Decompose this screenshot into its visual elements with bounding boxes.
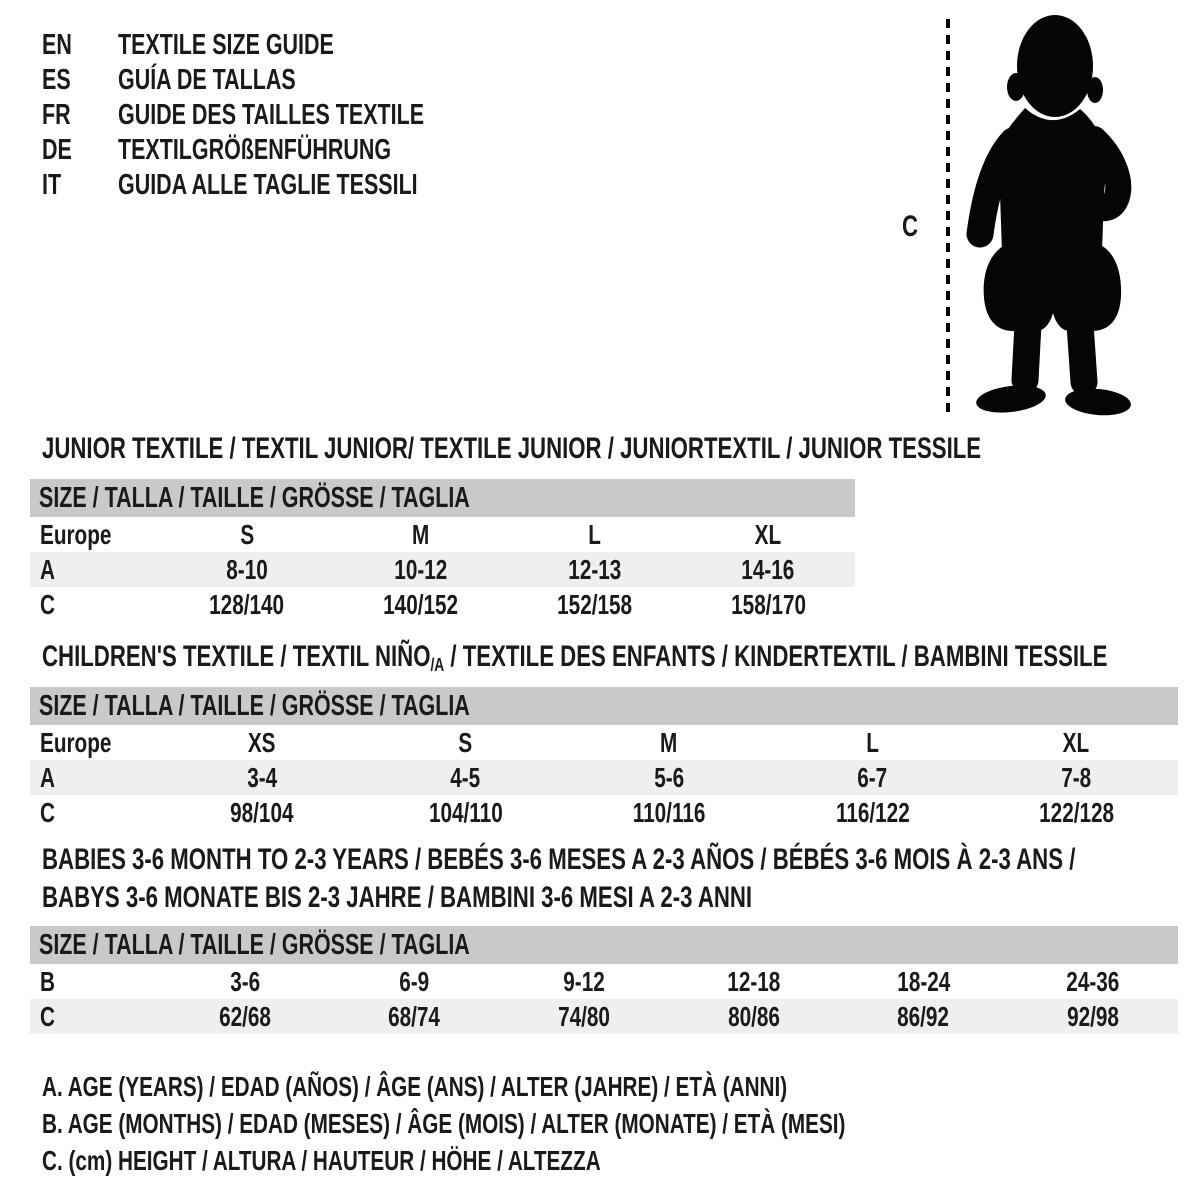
language-row (42, 98, 532, 133)
height-dashed-line (946, 19, 950, 417)
size-value: L (866, 726, 879, 758)
age-value: 10-12 (394, 553, 448, 585)
row-label: C (40, 1000, 55, 1032)
age-value: 8-10 (226, 553, 268, 585)
language-title-list (42, 28, 532, 203)
size-value: L (588, 518, 601, 550)
height-value: 116/122 (835, 796, 910, 828)
guide-title: GUIDA ALLE TAGLIE TESSILI (118, 169, 418, 201)
age-value: 12-13 (567, 553, 621, 585)
legend-line-a: A. AGE (YEARS) / EDAD (AÑOS) / ÂGE (ANS) / ALTER (JAHRE) / ETÀ (ANNI) (42, 1071, 788, 1102)
measurement-legend (42, 1068, 1128, 1179)
table-row-months (30, 964, 1178, 999)
table-row-height (30, 795, 1178, 830)
children-size-table (30, 687, 1178, 830)
language-row (42, 133, 532, 168)
age-value: 5-6 (654, 761, 684, 793)
height-value: 68/74 (388, 1000, 441, 1032)
table-row-age (30, 552, 855, 587)
guide-title: GUÍA DE TALLAS (118, 64, 296, 96)
height-value: 86/92 (897, 1000, 950, 1032)
months-value: 18-24 (896, 965, 950, 997)
age-value: 14-16 (741, 553, 795, 585)
age-value: 3-4 (246, 761, 277, 793)
age-value: 6-7 (857, 761, 888, 793)
language-code: FR (42, 99, 71, 131)
legend-line-b: B. AGE (MONTHS) / EDAD (MESES) / ÂGE (MOIS) / ALTER (MONATE) / ETÀ (MESI) (42, 1108, 846, 1139)
height-value: 128/140 (209, 588, 285, 620)
junior-section-title: JUNIOR TEXTILE / TEXTIL JUNIOR/ TEXTILE JUNIOR / JUNIORTEXTIL / JUNIOR TESSILE (42, 432, 982, 465)
row-label: Europe (40, 518, 112, 550)
table-row-europe (30, 517, 855, 552)
height-measure-label: C (902, 210, 919, 243)
size-value: XL (1062, 726, 1090, 758)
row-label: B (40, 965, 55, 997)
size-value: XS (247, 726, 276, 758)
table-row-europe (30, 725, 1178, 760)
guide-title: TEXTILE SIZE GUIDE (118, 29, 334, 61)
language-code: IT (42, 169, 62, 201)
language-row (42, 63, 532, 98)
junior-size-table (30, 479, 855, 622)
size-value: M (660, 726, 678, 758)
height-value: 122/128 (1038, 796, 1114, 828)
months-value: 9-12 (563, 965, 605, 997)
table-row-height (30, 587, 855, 622)
legend-line-c: C. (cm) HEIGHT / ALTURA / HAUTEUR / HÖHE / ALTEZZA (42, 1145, 601, 1176)
months-value: 3-6 (229, 965, 260, 997)
babies-size-table (30, 926, 1178, 1034)
toddler-silhouette-image (961, 8, 1145, 422)
months-value: 12-18 (727, 965, 781, 997)
row-label: C (40, 588, 55, 620)
size-value: M (411, 518, 430, 550)
children-section-title: CHILDREN'S TEXTILE / TEXTIL $NIÑO_{/A}$ / TEXTILE DES ENFANTS / KINDERTEXTIL / BAMBINI TESSILE (42, 640, 1108, 676)
guide-title: GUIDE DES TAILLES TEXTILE (118, 99, 425, 131)
size-header-bar: SIZE / TALLA / TAILLE / GRÖSSE / TAGLIA (30, 687, 1178, 725)
language-code: ES (42, 64, 71, 96)
row-label: Europe (40, 726, 112, 758)
row-label: A (40, 553, 55, 585)
age-value: 4-5 (450, 761, 481, 793)
size-header-bar: SIZE / TALLA / TAILLE / GRÖSSE / TAGLIA (30, 479, 855, 517)
height-value: 140/152 (383, 588, 459, 620)
height-value: 104/110 (428, 796, 503, 828)
babies-section-title-line1: BABIES 3-6 MONTH TO 2-3 YEARS / BEBÉS 3-6 MESES A 2-3 AÑOS / BÉBÉS 3-6 MOIS À 2-3 ANS / (42, 843, 1076, 876)
language-row (42, 168, 532, 203)
language-code: EN (42, 29, 72, 61)
size-value: S (458, 726, 473, 758)
row-label: A (40, 761, 55, 793)
size-value: S (239, 518, 254, 550)
height-value: 62/68 (218, 1000, 271, 1032)
months-value: 24-36 (1066, 965, 1120, 997)
height-value: 152/158 (556, 588, 632, 620)
babies-section-title-line2: BABYS 3-6 MONATE BIS 2-3 JAHRE / BAMBINI 3-6 MESI A 2-3 ANNI (42, 881, 753, 914)
nino-a-subscript: /A (430, 654, 445, 676)
language-code: DE (42, 134, 72, 166)
table-row-height (30, 999, 1178, 1034)
guide-title: TEXTILGRÖßENFÜHRUNG (118, 134, 392, 166)
table-row-age (30, 760, 1178, 795)
height-value: 80/86 (727, 1000, 780, 1032)
height-value: 158/170 (730, 588, 806, 620)
months-value: 6-9 (399, 965, 430, 997)
size-value: XL (754, 518, 782, 550)
row-label: C (40, 796, 55, 828)
height-value: 98/104 (230, 796, 294, 828)
height-value: 74/80 (558, 1000, 611, 1032)
height-value: 110/116 (632, 796, 706, 828)
age-value: 7-8 (1061, 761, 1092, 793)
height-value: 92/98 (1067, 1000, 1120, 1032)
size-header-bar: SIZE / TALLA / TAILLE / GRÖSSE / TAGLIA (30, 926, 1178, 964)
language-row (42, 28, 532, 63)
